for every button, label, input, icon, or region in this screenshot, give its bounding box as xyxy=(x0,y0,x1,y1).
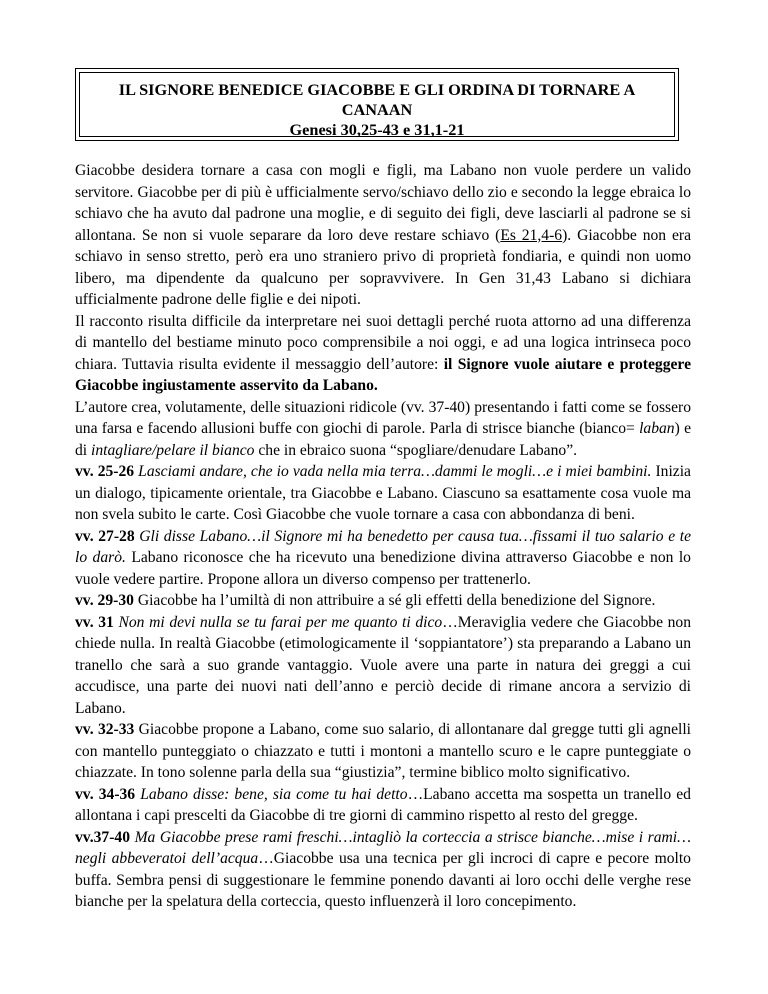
verse-commentary: Giacobbe ha l’umiltà di non attribuire a sé gli effetti della benedizione del Signore. xyxy=(133,592,656,609)
verse-commentary: …Meraviglia vedere che Giacobbe non chiede nulla. In realtà Giacobbe (etimologicamente il ‘soppiantatore’) sta preparando a Labano un tranello che sarà a suo grande vantaggio. Vuole avere una parte in natura dei greggi a cui accudisce, una parte dei nuovi nati dell’anno e perciò decide di rimane ancora a servizio di Labano. xyxy=(75,613,692,717)
verse-label: vv. 31 xyxy=(75,613,114,631)
scripture-reference-link[interactable]: Es 21,4-6 xyxy=(500,226,563,244)
verse-quote: Non mi devi nulla se tu farai per me quanto ti dico xyxy=(118,613,443,631)
verse-commentary: Labano riconosce che ha ricevuto una benedizione divina attraverso Giacobbe e non lo vuole vedere partire. Propone allora un diverso compenso per trattenerlo. xyxy=(75,549,691,588)
title-line-2: CANAAN xyxy=(341,100,413,119)
verse-29-30 xyxy=(75,590,691,612)
paragraph-farce-italic-1: laban xyxy=(639,420,675,437)
verse-quote: Gli disse Labano…il Signore mi ha benedetto per causa tua…fissami il tuo salario e te lo darò. xyxy=(75,527,691,566)
paragraph-interpretation-bold: il Signore vuole aiutare e proteggere Giacobbe ingiustamente asservito da Labano. xyxy=(75,355,691,394)
verse-37-40 xyxy=(75,827,691,913)
title-line-1: IL SIGNORE BENEDICE GIACOBBE E GLI ORDINA DI TORNARE A xyxy=(118,80,636,99)
verse-commentary: …Labano accetta ma sospetta un tranello ed allontana i capi prescelti da Giacobbe di tre giorni di cammino rispetto al resto del gregge. xyxy=(75,785,691,824)
verse-label: vv. 25-26 xyxy=(75,463,135,480)
verse-31 xyxy=(75,612,691,720)
verse-25-26 xyxy=(75,461,691,526)
verse-label: vv. 32-33 xyxy=(75,721,135,738)
paragraph-intro-rest: ). Giacobbe non era schiavo in senso stretto, però era uno straniero privo di proprietà fondiaria, e quindi non uomo libero, ma dipendente da qualcuno per sopravvivere. In Gen 31,43 Labano si dichiara ufficialmente padrone delle figlie e dei nipoti. xyxy=(75,226,691,308)
title-reference: Genesi 30,25-43 e 31,1-21 xyxy=(289,120,465,139)
verse-label: vv. 34-36 xyxy=(75,785,136,803)
title-inner-border xyxy=(79,72,675,137)
paragraph-farce xyxy=(75,397,691,462)
paragraph-intro xyxy=(75,160,691,311)
verse-commentary: Inizia un dialogo, tipicamente orientale, tra Giacobbe e Labano. Ciascuno sa esattamente cosa vuole ma non svela subito le carte. Così Giacobbe che vuole tornare a casa con abbondanza di beni. xyxy=(75,463,691,523)
verse-label: vv. 27-28 xyxy=(75,527,135,545)
verse-quote: Labano disse: bene, sia come tu hai detto xyxy=(140,785,408,803)
verse-commentary: …Giacobbe usa una tecnica per gli incroci di capre e pecore molto buffa. Sembra pensi di suggestionare le femmine ponendo davanti ai loro occhi delle verghe rese bianche per la spelatura della corteccia, questo influenzerà il loro concepimento. xyxy=(75,850,691,910)
title-box xyxy=(75,68,679,141)
document-body xyxy=(75,160,691,913)
paragraph-farce-italic-2: intagliare/pelare il bianco xyxy=(91,441,255,459)
verse-32-33 xyxy=(75,719,691,784)
verse-27-28 xyxy=(75,526,691,591)
verse-label: vv. 29-30 xyxy=(75,592,134,609)
paragraph-farce-mid: ) e di xyxy=(75,420,691,459)
paragraph-interpretation xyxy=(75,311,691,397)
verse-34-36 xyxy=(75,784,691,827)
paragraph-intro-text: Giacobbe desidera tornare a casa con mogli e figli, ma Labano non vuole perdere un valido servitore. Giacobbe per di più è ufficialmente servo/schiavo dello zio e secondo la legge ebraica lo schiavo che ha avuto dal padrone una moglie, e di seguito dei figli, deve lasciarli al padrone se si allontana. Se non si vuole separare da loro deve restare schiavo ( xyxy=(75,162,691,244)
paragraph-farce-rest: che in ebraico suona “spogliare/denudare Labano”. xyxy=(254,441,578,459)
verse-quote: Ma Giacobbe prese rami freschi…intagliò la corteccia a strisce bianche…mise i rami…negli abbeveratoi dell’acqua xyxy=(75,828,691,867)
verse-quote: Lasciami andare, che io vada nella mia terra…dammi le mogli…e i miei bambini. xyxy=(138,463,652,480)
verse-commentary: Giacobbe propone a Labano, come suo salario, di allontanare dal gregge tutti gli agnelli con mantello punteggiato o chiazzato e tutti i montoni a mantello scuro e le capre punteggiate o chiazzate. In tono solenne parla della sua “giustizia”, termine biblico molto significativo. xyxy=(75,721,691,781)
paragraph-farce-text: L’autore crea, volutamente, delle situazioni ridicole (vv. 37-40) presentando i fatti come se fossero una farsa e facendo allusioni buffe con giochi di parole. Parla di strisce bianche (bianco= xyxy=(75,398,691,437)
verse-label: vv.37-40 xyxy=(75,828,131,846)
paragraph-interpretation-text: Il racconto risulta difficile da interpretare nei suoi dettagli perché ruota attorno ad una differenza di mantello del bestiame minuto poco comprensibile a noi oggi, e ad una logica intrinseca poco chiara. Tuttavia risulta evidente il messaggio dell’autore: xyxy=(75,312,691,373)
